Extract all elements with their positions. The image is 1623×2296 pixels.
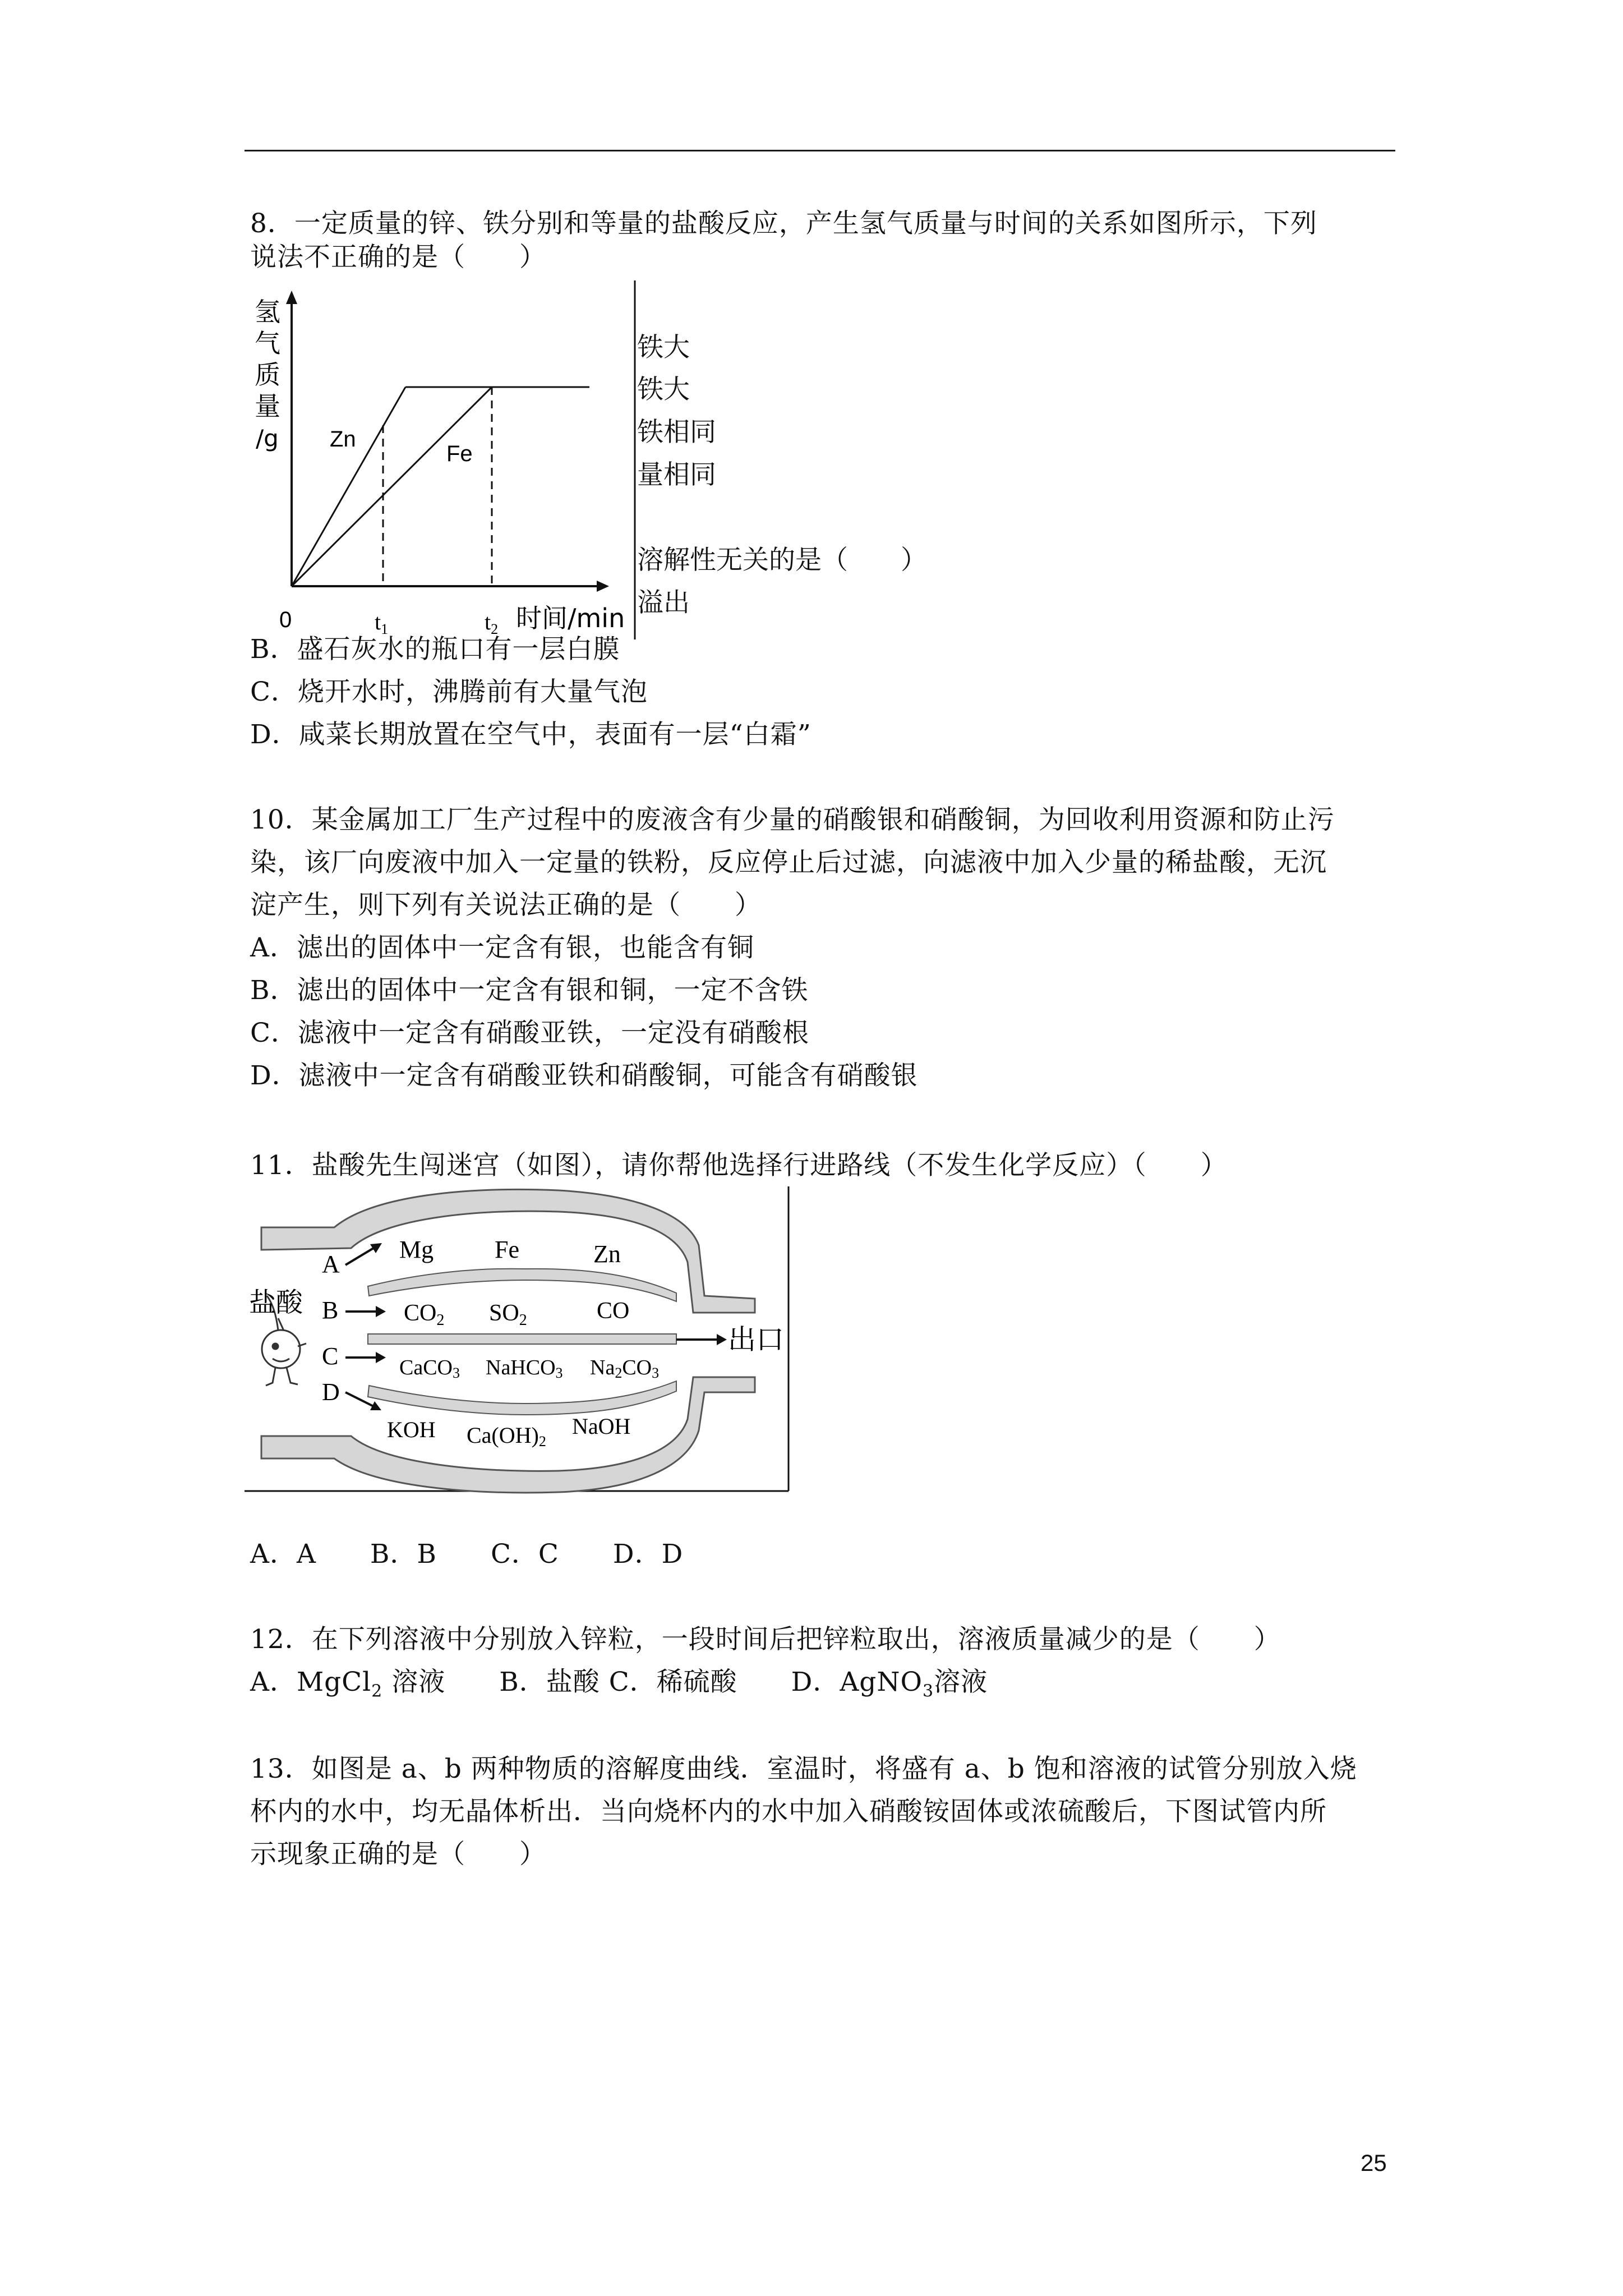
page-number: 25 xyxy=(1361,2150,1387,2176)
x-axis-arrow-icon xyxy=(597,581,609,592)
y-label-unit: /g xyxy=(256,425,279,452)
maze-divider-1 xyxy=(368,1269,676,1301)
q9-option-d: D．咸菜长期放置在空气中，表面有一层“白霜” xyxy=(250,719,811,750)
q12-option-d-tail: 溶液 xyxy=(934,1667,988,1697)
fe-line xyxy=(292,387,492,586)
q12-option-a: A．MgCl xyxy=(250,1667,372,1697)
fe-label: Fe xyxy=(495,1236,519,1263)
acid-maze-figure xyxy=(245,1184,794,1498)
q8-stem-line2: 说法不正确的是（ ） xyxy=(250,242,546,273)
q8-option-a-fragment: 铁大 xyxy=(637,332,690,363)
q12-option-d: D．AgNO xyxy=(791,1667,923,1697)
q10-option-c: C．滤液中一定含有硝酸亚铁，一定没有硝酸根 xyxy=(250,1018,809,1048)
y-label-char-2: 气 xyxy=(255,328,280,358)
q11-options: A．A B．B C．C D．D xyxy=(250,1539,684,1570)
y-label-char-3: 质 xyxy=(255,360,280,390)
zn-line xyxy=(292,387,405,586)
q9-stem-fragment: 溶解性无关的是（ ） xyxy=(637,545,927,576)
caco3-label: CaCO3 xyxy=(399,1356,460,1381)
y-label-char-1: 氢 xyxy=(255,297,280,327)
naoh-label: NaOH xyxy=(572,1414,631,1439)
route-d-label: D xyxy=(322,1378,340,1406)
x-axis-label: 时间/min xyxy=(516,603,625,633)
origin-label: 0 xyxy=(279,608,292,632)
q12-option-a-tail: 溶液 xyxy=(382,1667,500,1697)
q8-option-d-fragment: 量相同 xyxy=(637,459,716,490)
exit-arrow-icon xyxy=(717,1334,727,1345)
hcl-label: 盐酸 xyxy=(249,1287,303,1318)
q12-option-d-subscript: 3 xyxy=(923,1681,934,1701)
t2-label: $t_2$ xyxy=(485,609,499,637)
header-rule xyxy=(245,150,1395,151)
hydrogen-mass-time-graph xyxy=(245,280,637,639)
zn-series-label: Zn xyxy=(330,427,356,452)
route-a-label: A xyxy=(322,1250,340,1278)
q9-option-c: C．烧开水时，沸腾前有大量气泡 xyxy=(250,677,648,707)
na2co3-label: Na2CO3 xyxy=(590,1356,660,1381)
caoh2-label: Ca(OH)2 xyxy=(467,1423,546,1450)
mg-label: Mg xyxy=(399,1236,434,1263)
q9-option-b: B．盛石灰水的瓶口有一层白膜 xyxy=(250,634,620,665)
nahco3-label: NaHCO3 xyxy=(486,1356,563,1381)
route-c-label: C xyxy=(322,1342,339,1370)
q9-option-a-fragment: 溢出 xyxy=(637,587,690,618)
fe-series-label: Fe xyxy=(446,441,473,466)
route-a-arrow xyxy=(345,1246,376,1265)
y-label-char-4: 量 xyxy=(255,391,280,421)
q12-option-c: C．稀硫酸 xyxy=(608,1667,791,1697)
q10-stem-line2: 染，该厂向废液中加入一定量的铁粉，反应停止后过滤，向滤液中加入少量的稀盐酸，无沉 xyxy=(250,847,1327,878)
co2-label: CO2 xyxy=(404,1300,445,1329)
q10-stem-line3: 淀产生，则下列有关说法正确的是（ ） xyxy=(250,890,762,921)
q8-option-b-fragment: 铁大 xyxy=(637,374,690,405)
so2-label: SO2 xyxy=(489,1300,527,1329)
route-c-arrow-icon xyxy=(376,1352,386,1363)
q10-stem-line1: 10．某金属加工厂生产过程中的废液含有少量的硝酸银和硝酸铜，为回收利用资源和防止污 xyxy=(250,804,1335,835)
exit-label: 出口 xyxy=(728,1323,784,1356)
zn-label: Zn xyxy=(593,1240,621,1268)
route-b-arrow-icon xyxy=(376,1306,386,1317)
q10-option-d: D．滤液中一定含有硝酸亚铁和硝酸铜，可能含有硝酸银 xyxy=(250,1060,918,1091)
t1-label: $t_1$ xyxy=(375,609,389,637)
q12-option-b: B．盐酸 xyxy=(499,1667,609,1697)
maze-divider-2 xyxy=(368,1334,676,1344)
q10-option-a: A．滤出的固体中一定含有银，也能含有铜 xyxy=(250,932,754,963)
q13-stem-line1: 13．如图是 a、b 两种物质的溶解度曲线．室温时，将盛有 a、b 饱和溶液的试管分别放入烧 xyxy=(250,1754,1357,1784)
y-axis-arrow-icon xyxy=(286,291,297,304)
q11-stem: 11．盐酸先生闯迷宫（如图），请你帮他选择行进路线（不发生化学反应）（ ） xyxy=(250,1150,1228,1181)
q13-stem-line3: 示现象正确的是（ ） xyxy=(250,1839,546,1870)
q12-options xyxy=(250,1666,988,1708)
q12-stem: 12．在下列溶液中分别放入锌粒，一段时间后把锌粒取出，溶液质量减少的是（ ） xyxy=(250,1624,1281,1655)
q13-stem-line2: 杯内的水中，均无晶体析出．当向烧杯内的水中加入硝酸铵固体或浓硫酸后，下图试管内所 xyxy=(250,1796,1327,1827)
maze-divider-3 xyxy=(368,1381,676,1415)
q10-option-b: B．滤出的固体中一定含有银和铜，一定不含铁 xyxy=(250,975,809,1006)
co-label: CO xyxy=(597,1298,630,1324)
q12-option-a-subscript: 2 xyxy=(371,1681,383,1701)
q8-option-c-fragment: 铁相同 xyxy=(637,417,716,448)
q8-stem-line1: 8．一定质量的锌、铁分别和等量的盐酸反应，产生氢气质量与时间的关系如图所示，下列 xyxy=(250,208,1317,239)
route-b-label: B xyxy=(322,1296,339,1324)
koh-label: KOH xyxy=(387,1417,436,1442)
